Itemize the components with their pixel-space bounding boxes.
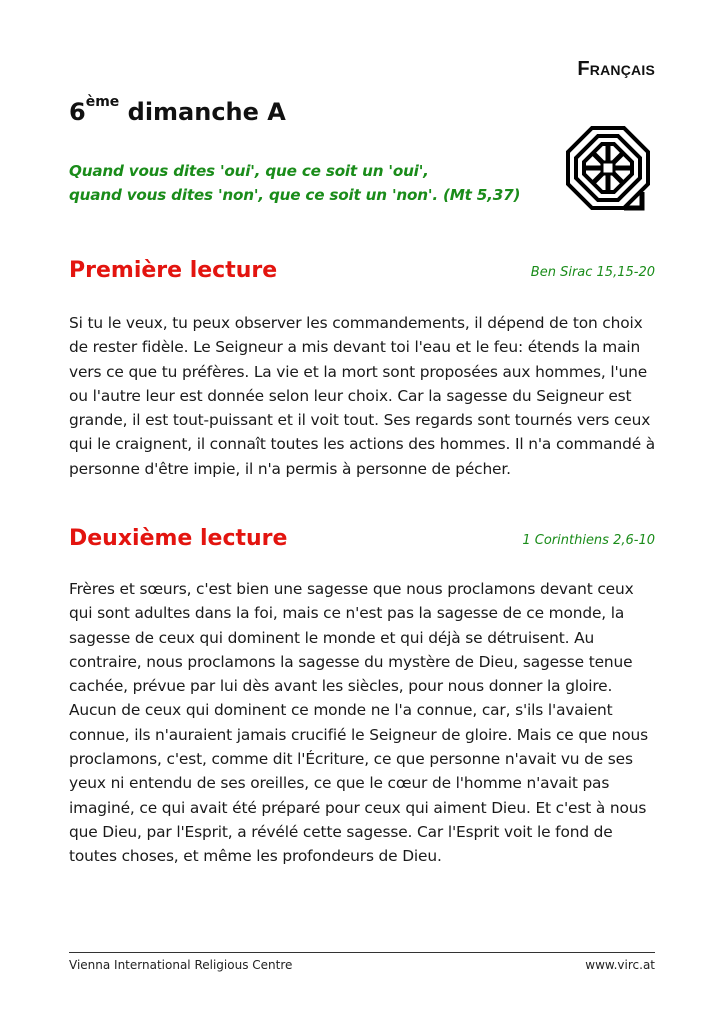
first-reading-reference: Ben Sirac 15,15-20 bbox=[530, 265, 655, 280]
footer-website-link[interactable]: www.virc.at bbox=[585, 958, 655, 972]
title-ordinal-suffix: ème bbox=[85, 94, 120, 110]
footer-organization: Vienna International Religious Centre bbox=[69, 958, 293, 972]
second-reading-title: Deuxième lecture bbox=[69, 526, 288, 551]
first-reading-text: Si tu le veux, tu peux observer les commandements, il dépend de ton choix de rester fidèle. Le Seigneur a mis devant toi l'eau et le feu: étends la main vers ce que tu préfères. La vie et la mort sont proposées aux hommes, l'une ou l'autre leur est donnée selon leur choix. Car la sagesse du Seigneur est grande, il est tout-puissant et il voit tout. Ses regards sont tournés vers ceux qui le craignent, il connaît toutes les actions des hommes. Il n'a commandé à personne d'être impie, il n'a permis à personne de pécher. bbox=[69, 314, 656, 478]
language-label: Français bbox=[577, 58, 655, 80]
quote-line-1: Quand vous dites 'oui', que ce soit un 'oui', bbox=[69, 162, 429, 180]
second-reading-reference: 1 Corinthiens 2,6-10 bbox=[522, 533, 655, 548]
title-ordinal: 6 bbox=[69, 98, 86, 126]
title-rest: dimanche A bbox=[119, 98, 286, 126]
virc-emblem-icon bbox=[562, 122, 654, 214]
second-reading-text: Frères et sœurs, c'est bien une sagesse que nous proclamons devant ceux qui sont adultes dans la foi, mais ce n'est pas la sagesse de ce monde, la sagesse de ceux qui dominent le monde et qui déjà se détruisent. Au contraire, nous proclamons la sagesse du mystère de Dieu, sagesse tenue cachée, prévue par lui dès avant les siècles, pour nous donner la gloire. Aucun de ceux qui dominent ce monde ne l'a connue, car, s'ils l'avaient connue, ils n'auraient jamais crucifié le Seigneur de gloire. Mais ce que nous proclamons, c'est, comme dit l'Écriture, ce que personne n'avait vu de ses yeux ni entendu de ses oreilles, ce que le cœur de l'homme n'avait pas imaginé, ce qui avait été préparé pour ceux qui aiment Dieu. Et c'est à nous que Dieu, par l'Esprit, a révélé cette sagesse. Car l'Esprit voit le fond de toutes choses, et même les profondeurs de Dieu. bbox=[69, 580, 648, 866]
quote-line-2: quand vous dites 'non', que ce soit un 'non'. (Mt 5,37) bbox=[69, 186, 521, 204]
page-title bbox=[69, 94, 286, 126]
first-reading-title: Première lecture bbox=[69, 258, 278, 283]
footer-divider bbox=[69, 952, 655, 953]
scripture-quote bbox=[69, 159, 520, 207]
